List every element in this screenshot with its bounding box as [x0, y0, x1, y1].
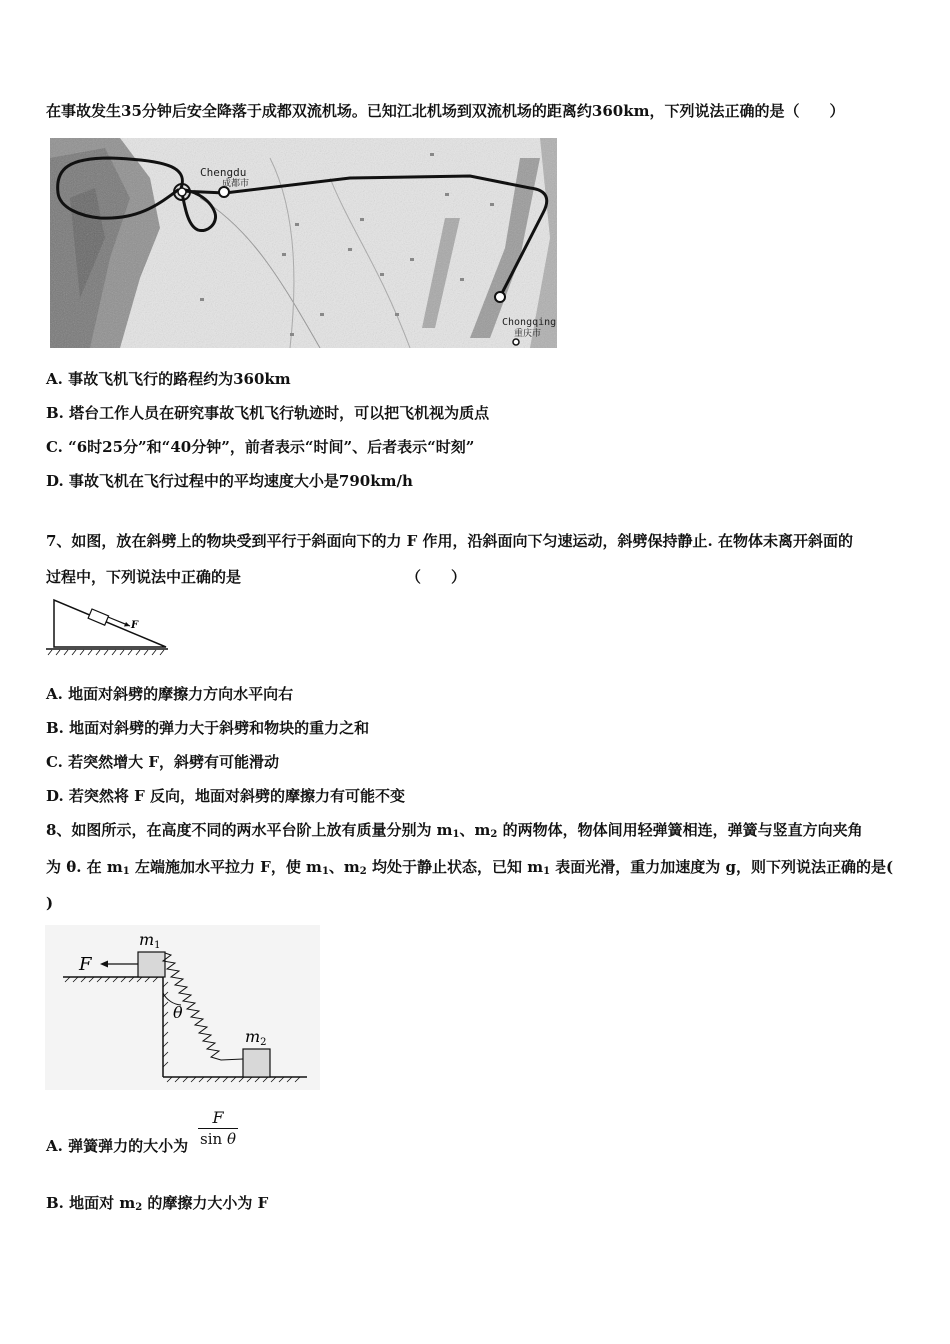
q7-option-c: C. 若突然增大 F，斜劈有可能滑动 [46, 753, 279, 771]
incline-force-label: F [131, 620, 139, 631]
q8-option-b: B. 地面对 $m_2$ 的摩擦力大小为 F [46, 1194, 269, 1213]
q7-option-b: B. 地面对斜劈的弹力大于斜劈和物块的重力之和 [46, 719, 370, 737]
q8-stem-line2: 为 θ. 在 $m_1$ 左端施加水平拉力 F，使 $m_1$、$m_2$ 均处于静止状态，已知 $m_1$ 表面光滑，重力加速度为 g，则下列说法正确的是( [46, 858, 894, 877]
map-label-chongqing-en: Chongqing [502, 317, 557, 328]
q6-option-c: C. “6时25分”和“40分钟”，前者表示“时间”、后者表示“时刻” [46, 438, 475, 456]
spring-diagram-theta-label: θ [173, 1003, 183, 1022]
q7-stem-line2: 过程中，下列说法中正确的是 [46, 568, 242, 586]
q7-stem-line1: 7、如图，放在斜劈上的物块受到平行于斜面向下的力 F 作用，沿斜面向下匀速运动，斜劈保持静止. 在物体未离开斜面的 [46, 532, 853, 550]
spring-diagram-m1-label: m1 [139, 930, 161, 951]
q7-option-d: D. 若突然将 F 反向，地面对斜劈的摩擦力有可能不变 [46, 787, 406, 805]
map-label-chongqing-cn: 重庆市 [514, 329, 542, 339]
map-label-chengdu-en: Chengdu [200, 166, 247, 179]
q6-option-d: D. 事故飞机在飞行过程中的平均速度大小是790km/h [46, 472, 413, 490]
q7-answer-paren: （ ） [406, 568, 467, 586]
fraction-denominator: sin θ [200, 1130, 236, 1148]
q7-option-a: A. 地面对斜劈的摩擦力方向水平向右 [46, 685, 294, 703]
q8-stem-line3: ) [46, 894, 54, 912]
q8-stem-line1: 8、如图所示，在高度不同的两水平台阶上放有质量分别为 $m_1$、$m_2$ 的两物体，物体间用轻弹簧相连，弹簧与竖直方向夹角 [46, 821, 863, 840]
spring-blocks-diagram [45, 925, 320, 1090]
fraction-numerator: F [198, 1108, 238, 1129]
incline-block-diagram [44, 595, 174, 657]
q8-option-a: A. 弹簧弹力的大小为 [46, 1137, 189, 1155]
map-label-chengdu-cn: 成都市 [222, 179, 250, 189]
q6-option-b: B. 塔台工作人员在研究事故飞机飞行轨迹时，可以把飞机视为质点 [46, 404, 490, 422]
q6-stem: 在事故发生35分钟后安全降落于成都双流机场。已知江北机场到双流机场的距离约360km，下列说法正确的是（ ） [46, 102, 845, 120]
q6-option-a: A. 事故飞机飞行的路程约为360km [46, 370, 291, 388]
spring-diagram-force-label: F [79, 954, 92, 975]
q8-option-a-fraction [198, 1108, 238, 1148]
flight-route-map [50, 138, 557, 348]
spring-diagram-m2-label: m2 [245, 1027, 267, 1048]
